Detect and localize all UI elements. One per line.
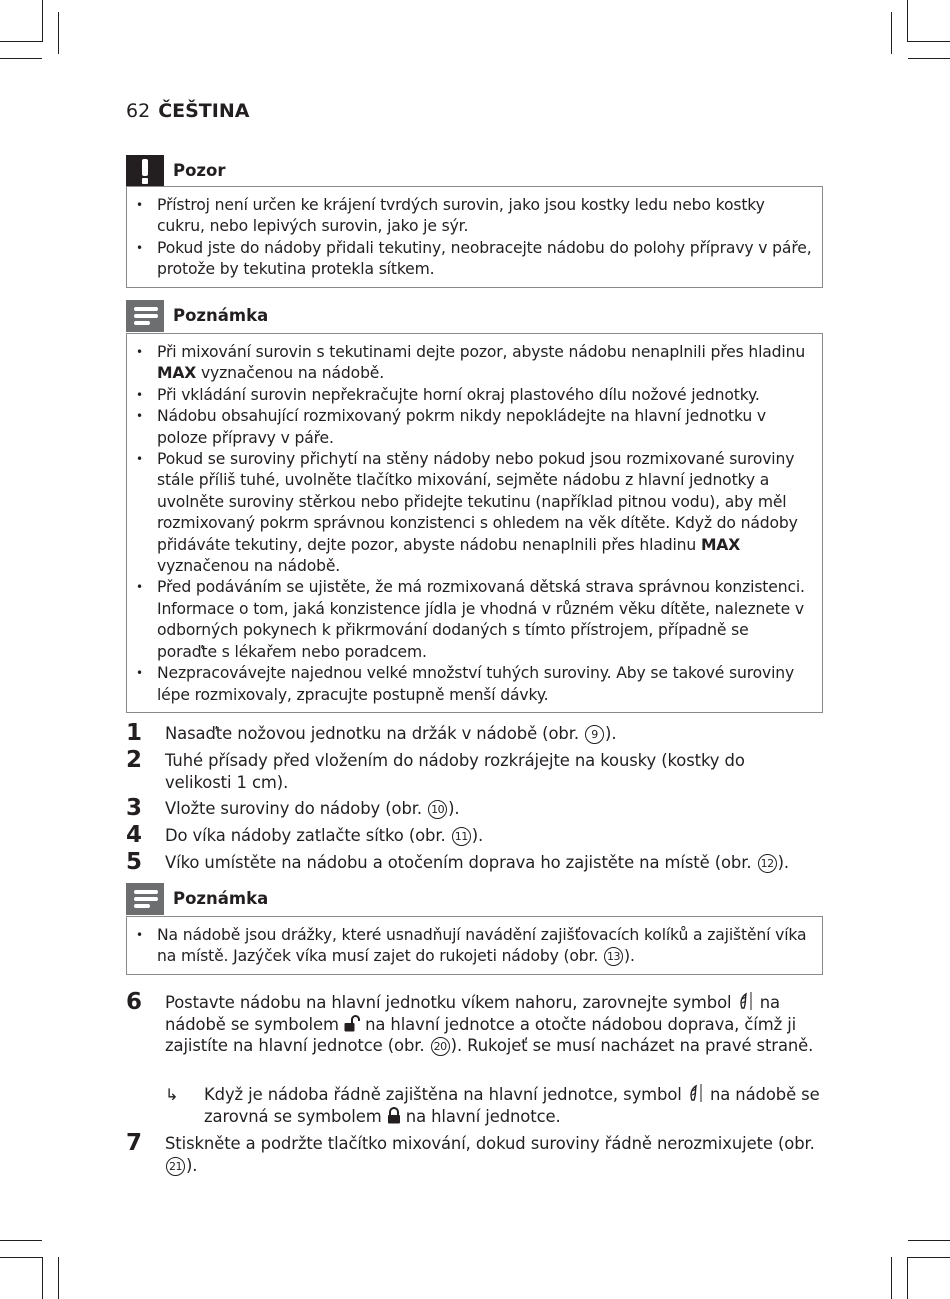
page-header xyxy=(126,100,249,122)
crop-mark xyxy=(907,0,908,42)
section-language: ČEŠTINA xyxy=(158,100,250,122)
step-number: 6 xyxy=(126,989,143,1015)
crop-mark xyxy=(907,1257,908,1299)
crop-mark xyxy=(908,1240,950,1241)
step-text: Postavte nádobu na hlavní jednotku víkem nahoru, zarovnejte symbol na nádobě se symbolem na hlavní jednotce a otočte nádobou doprava, čímž ji zajistíte na hlavní jednotce (obr. 20 ). Rukojeť se musí nacházet na pravé straně. xyxy=(165,993,814,1056)
crop-mark xyxy=(908,1257,950,1258)
crop-mark xyxy=(0,1257,42,1258)
crop-mark xyxy=(42,1257,43,1299)
crop-mark xyxy=(0,58,42,59)
step-text: Víko umístěte na nádobu a otočením doprava ho zajistěte na místě (obr. 12 ). xyxy=(165,853,789,872)
note-title-bar xyxy=(126,300,823,332)
exclamation-icon xyxy=(126,155,164,187)
blade-align-icon xyxy=(687,1084,705,1102)
figure-ref: 20 xyxy=(431,1037,450,1056)
note-box xyxy=(126,333,823,713)
crop-mark xyxy=(908,41,950,42)
note-lines-icon xyxy=(126,300,164,332)
step-text: Tuhé přísady před vložením do nádoby rozkrájejte na kousky (kostky do velikosti 1 cm). xyxy=(165,751,745,792)
caution-title-bar xyxy=(126,155,823,187)
caution-box xyxy=(126,186,823,288)
note-lines-icon xyxy=(126,883,164,915)
crop-mark xyxy=(908,58,950,59)
step-text: Stiskněte a podržte tlačítko mixování, dokud suroviny řádně nerozmixujete (obr. 21 ). xyxy=(165,1134,815,1175)
crop-mark xyxy=(58,12,59,54)
crop-mark xyxy=(0,1240,42,1241)
note-item: • Pokud se suroviny přichytí na stěny nádoby nebo pokud jsou rozmixované suroviny stále příliš tuhé, uvolněte tlačítko mixování, sejměte nádobu z hlavní jednotky a uvolněte suroviny stěrkou nebo přidejte tekutinu (například pitnou vodu), aby měl rozmixovaný pokrm správnou konzistenci s ohledem na věk dítěte. Když do nádoby přidáváte tekutiny, dejte pozor, abyste nádobu nenaplnili přes hladinu MAX vyznačenou na nádobě. xyxy=(157,449,812,577)
caution-item: • Přístroj není určen ke krájení tvrdých surovin, jako jsou kostky ledu nebo kostky cukru, nebo lepivých surovin, jako je sýr. xyxy=(157,195,812,238)
result-text: Když je nádoba řádně zajištěna na hlavní jednotce, symbol na nádobě se zarovná se symbolem na hlavní jednotce. xyxy=(204,1085,820,1126)
crop-mark xyxy=(58,1257,59,1299)
crop-mark xyxy=(0,41,42,42)
note-box xyxy=(126,916,823,975)
page-number: 62 xyxy=(126,100,151,122)
result-arrow-icon: ↳ xyxy=(165,1085,179,1104)
note-item: • Nádobu obsahující rozmixovaný pokrm nikdy nepokládejte na hlavní jednotku v poloze přípravy v páře. xyxy=(157,406,812,449)
crop-mark xyxy=(891,1257,892,1299)
step-number: 7 xyxy=(126,1130,143,1156)
step-number: 1 xyxy=(126,720,143,746)
note-item: • Na nádobě jsou drážky, které usnadňují navádění zajišťovacích kolíků a zajištění víka na místě. Jazýček víka musí zajet do rukojeti nádoby (obr. 13 ). xyxy=(157,925,812,968)
step-number: 5 xyxy=(126,849,143,875)
step-text: Nasaďte nožovou jednotku na držák v nádobě (obr. 9 ). xyxy=(165,724,617,743)
step-number: 2 xyxy=(126,747,143,773)
figure-ref: 21 xyxy=(166,1157,185,1176)
note-title: Poznámka xyxy=(173,889,269,908)
note-title: Poznámka xyxy=(173,306,269,325)
figure-ref: 10 xyxy=(428,800,447,819)
figure-ref: 11 xyxy=(452,827,471,846)
caution-item: • Pokud jste do nádoby přidali tekutiny, neobracejte nádobu do polohy přípravy v páře, protože by tekutina protekla sítkem. xyxy=(157,238,812,281)
crop-mark xyxy=(42,0,43,42)
caution-title: Pozor xyxy=(173,161,226,180)
unlocked-padlock-icon xyxy=(344,1015,360,1032)
note-item: • Nezpracovávejte najednou velké množství tuhých suroviny. Aby se takové suroviny lépe rozmixovaly, zpracujte postupně menší dávky. xyxy=(157,663,812,706)
note-item: • Při mixování surovin s tekutinami dejte pozor, abyste nádobu nenaplnili přes hladinu MAX vyznačenou na nádobě. xyxy=(157,342,812,385)
step-number: 4 xyxy=(126,822,143,848)
figure-ref: 12 xyxy=(758,854,777,873)
step-text: Do víka nádoby zatlačte sítko (obr. 11 ). xyxy=(165,826,484,845)
figure-ref: 13 xyxy=(604,947,623,966)
step-text: Vložte suroviny do nádoby (obr. 10 ). xyxy=(165,799,460,818)
crop-mark xyxy=(891,12,892,54)
blade-align-icon xyxy=(737,992,755,1010)
note-title-bar xyxy=(126,883,823,915)
figure-ref: 9 xyxy=(585,725,604,744)
note-item: • Před podáváním se ujistěte, že má rozmixovaná dětská strava správnou konzistenci. Informace o tom, jaká konzistence jídla je vhodná v různém věku dítěte, naleznete v odborných pokynech k přikrmování dodaných s tímto přístrojem, případně se poraďte s lékařem nebo poradcem. xyxy=(157,577,812,663)
locked-padlock-icon xyxy=(387,1107,401,1124)
note-item: • Při vkládání surovin nepřekračujte horní okraj plastového dílu nožové jednotky. xyxy=(157,385,812,406)
step-number: 3 xyxy=(126,795,143,821)
